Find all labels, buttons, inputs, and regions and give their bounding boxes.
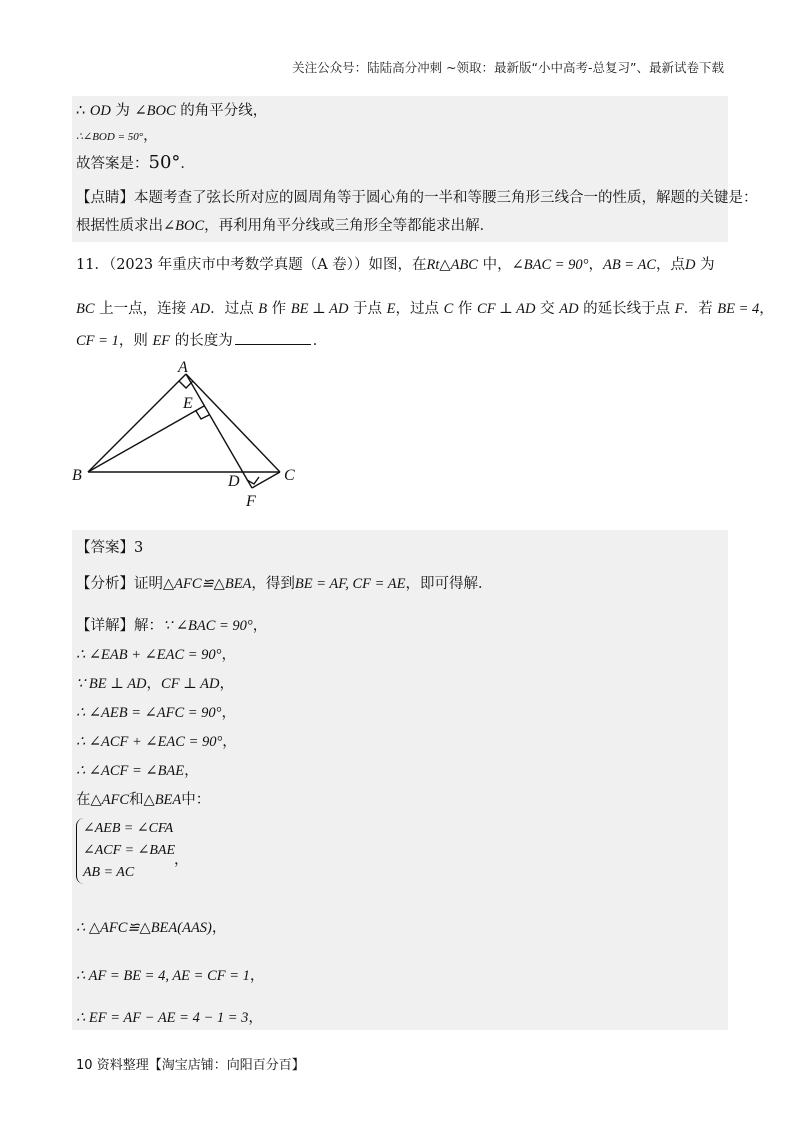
label-c: C <box>284 467 295 484</box>
step-9: ∴ EF = AF − AE = 4 − 1 = 3， <box>76 1010 263 1026</box>
q11-line-1: 11．（2023 年重庆市中考数学真题（A 卷））如图，在Rt△ABC 中，∠BAC = 90°，AB = AC，点D 为 <box>76 257 715 273</box>
step-6: 在△AFC和△BEA中： <box>76 792 211 808</box>
equation-system: ∠AEB = ∠CFA ∠ACF = ∠BAE AB = AC <box>76 818 175 884</box>
page-header: 关注公众号：陆陆高分冲刺 ~领取：最新版“小中高考-总复习”、最新试卷下载 <box>292 60 724 75</box>
label-e: E <box>183 395 193 412</box>
answer-blank <box>235 330 311 345</box>
page-number: 10 <box>76 1058 93 1073</box>
step-8: ∴ AF = BE = 4, AE = CF = 1， <box>76 968 265 984</box>
q11-line-3: CF = 1，则 EF 的长度为 ． <box>76 330 327 351</box>
system-comma: ， <box>174 852 189 868</box>
label-b: B <box>72 467 82 484</box>
step-4: ∴ ∠ACF + ∠EAC = 90°， <box>76 734 237 750</box>
segment-af <box>186 374 252 488</box>
prev-line-3: 故答案是：50°． <box>76 152 195 173</box>
q11-line-2: BC 上一点，连接 AD．过点 B 作 BE ⊥ AD 于点 E，过点 C 作 CF ⊥ AD 交 AD 的延长线于点 F．若 BE = 4， <box>76 301 774 317</box>
segment-ab <box>88 374 186 472</box>
segment-ac <box>186 374 280 472</box>
triangle-figure <box>64 356 334 516</box>
label-f: F <box>246 493 256 510</box>
step-3: ∴ ∠AEB = ∠AFC = 90°， <box>76 705 236 721</box>
label-d: D <box>228 473 240 490</box>
label-a: A <box>178 359 188 376</box>
answer-line: 【答案】3 <box>76 540 144 556</box>
detail-line: 【详解】解：∵ ∠BAC = 90°， <box>76 618 268 634</box>
step-5: ∴ ∠ACF = ∠BAE， <box>76 763 199 779</box>
prev-line-2: ∴∠BOD = 50°， <box>76 128 158 144</box>
prev-line-4: 【点睛】本题考查了弦长所对应的圆周角等于圆心角的一半和等腰三角形三线合一的性质，解题的关键是： <box>76 190 758 206</box>
step-7: ∴ △AFC≌△BEA(AAS)， <box>76 920 227 936</box>
prev-line-5: 根据性质求出∠BOC，再利用角平分线或三角形全等都能求出解． <box>76 218 495 234</box>
segment-be <box>88 406 204 472</box>
page-footer: 10 资料整理【淘宝店铺：向阳百分百】 <box>76 1058 305 1073</box>
step-2: ∵ BE ⊥ AD，CF ⊥ AD， <box>76 676 235 692</box>
prev-line-1: ∴ OD 为 ∠BOC 的角平分线， <box>76 103 268 119</box>
right-angle-e <box>196 411 209 419</box>
step-1: ∴ ∠EAB + ∠EAC = 90°， <box>76 647 236 663</box>
analysis-line: 【分析】证明△AFC≌△BEA，得到BE = AF, CF = AE，即可得解． <box>76 576 493 592</box>
